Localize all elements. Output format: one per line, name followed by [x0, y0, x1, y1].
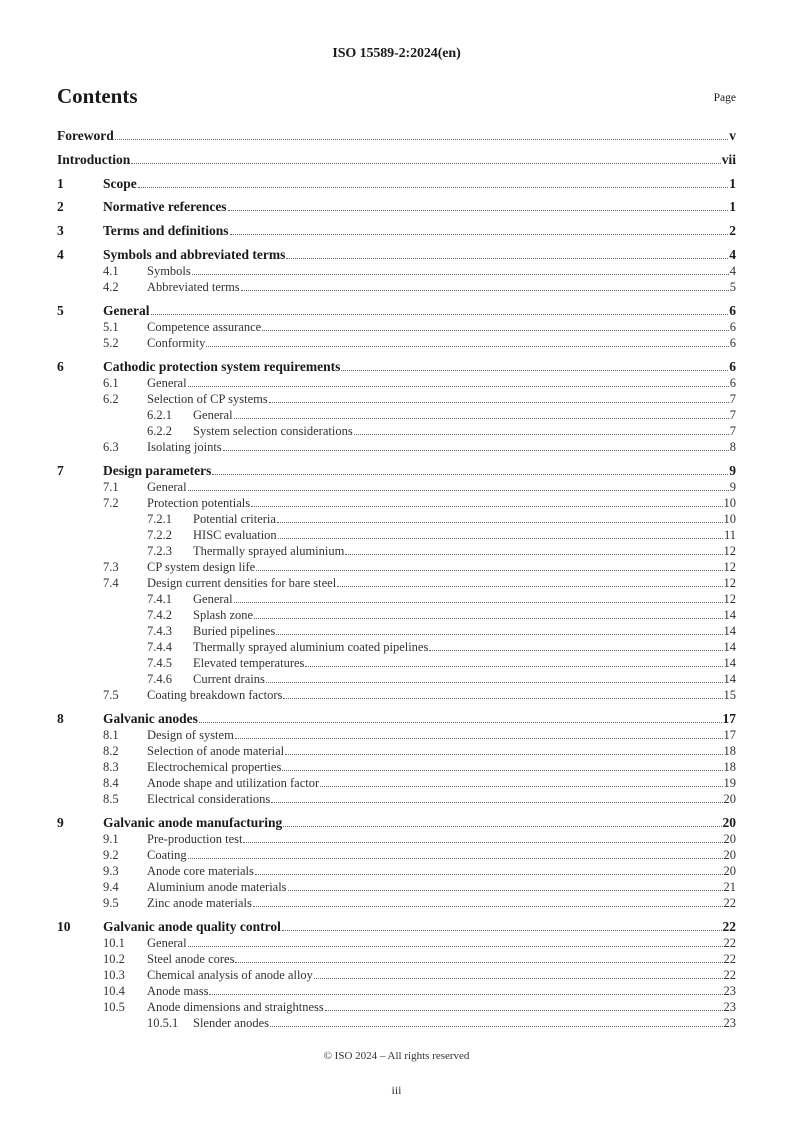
toc-entry[interactable]: [57, 775, 736, 791]
toc-entry-number: 2: [57, 199, 64, 214]
toc-entry-title[interactable]: Introduction: [57, 152, 131, 167]
toc-entry-page[interactable]: 23: [723, 984, 736, 998]
toc-entry-page[interactable]: 4: [729, 247, 736, 262]
toc-entry-page[interactable]: 10: [723, 496, 736, 510]
dot-leader: [138, 187, 729, 188]
toc-entry-page[interactable]: v: [729, 128, 736, 143]
toc-entry-title[interactable]: Chemical analysis of anode alloy: [147, 968, 313, 982]
toc-entry-title[interactable]: Anode dimensions and straightness: [147, 1000, 324, 1014]
dot-leader: [429, 650, 722, 651]
dot-leader: [282, 930, 722, 931]
toc-entry[interactable]: [57, 919, 736, 935]
toc-entry-number: 7.3: [103, 560, 119, 574]
toc-entry-title[interactable]: General: [103, 303, 150, 318]
toc-entry[interactable]: [57, 199, 736, 215]
toc-entry[interactable]: [57, 895, 736, 911]
toc-entry[interactable]: [57, 359, 736, 375]
toc-entry-number: 10.4: [103, 984, 125, 998]
toc-entry-page[interactable]: 6: [729, 303, 736, 318]
toc-entry[interactable]: [57, 511, 736, 527]
toc-entry[interactable]: [57, 303, 736, 319]
toc-entry-page[interactable]: 18: [723, 744, 736, 758]
toc-entry-title[interactable]: Electrical considerations: [147, 792, 271, 806]
toc-entry-number: 10.1: [103, 936, 125, 950]
toc-entry-page[interactable]: 22: [723, 936, 736, 950]
toc-entry-title[interactable]: Zinc anode materials: [147, 896, 252, 910]
toc-entry-title[interactable]: Coating: [147, 848, 187, 862]
toc-entry-title[interactable]: Coating breakdown factors: [147, 688, 283, 702]
dot-leader: [209, 994, 722, 995]
toc-entry-title[interactable]: Cathodic protection system requirements: [103, 359, 341, 374]
toc-entry-page[interactable]: 11: [723, 528, 736, 542]
page-column-label: Page: [713, 92, 736, 104]
toc-entry-page[interactable]: 7: [729, 392, 736, 406]
toc-entry-number: 9.1: [103, 832, 119, 846]
toc-entry-page[interactable]: 9: [729, 480, 736, 494]
toc-entry-page[interactable]: 6: [729, 320, 736, 334]
dot-leader: [199, 722, 722, 723]
dot-leader: [251, 506, 722, 507]
toc-entry[interactable]: [57, 152, 736, 168]
toc-entry-title[interactable]: Selection of anode material: [147, 744, 285, 758]
toc-entry[interactable]: [57, 607, 736, 623]
toc-entry[interactable]: [57, 319, 736, 335]
toc-entry-number: 10: [57, 919, 71, 934]
dot-leader: [235, 738, 723, 739]
toc-entry-page[interactable]: 19: [723, 776, 736, 790]
toc-entry-page[interactable]: 17: [722, 711, 736, 726]
toc-entry-number: 6: [57, 359, 64, 374]
toc-entry-title[interactable]: Isolating joints: [147, 440, 222, 454]
toc-entry-number: 8: [57, 711, 64, 726]
dot-leader: [314, 978, 723, 979]
toc-entry-title[interactable]: Scope: [103, 176, 137, 191]
dot-leader: [325, 1010, 723, 1011]
toc-entry[interactable]: [57, 543, 736, 559]
dot-leader: [305, 666, 722, 667]
toc-entry-title[interactable]: Steel anode cores: [147, 952, 235, 966]
toc-entry-title[interactable]: HISC evaluation: [193, 528, 277, 542]
toc-entry-title[interactable]: Selection of CP systems: [147, 392, 268, 406]
toc-entry-page[interactable]: 14: [723, 640, 736, 654]
toc-entry-title[interactable]: Pre-production test: [147, 832, 243, 846]
toc-entry-number: 7.4.3: [147, 624, 172, 638]
toc-entry[interactable]: [57, 935, 736, 951]
toc-entry-page[interactable]: 6: [729, 336, 736, 350]
dot-leader: [285, 754, 722, 755]
toc-entry-title[interactable]: Current drains: [193, 672, 265, 686]
toc-entry[interactable]: [57, 951, 736, 967]
toc-entry-number: 7.4.6: [147, 672, 172, 686]
toc-entry[interactable]: [57, 999, 736, 1015]
toc-entry-page[interactable]: 12: [723, 592, 736, 606]
toc-entry-title[interactable]: Design parameters: [103, 463, 212, 478]
toc-entry-number: 4.2: [103, 280, 119, 294]
toc-entry-page[interactable]: 15: [723, 688, 736, 702]
dot-leader: [262, 330, 729, 331]
toc-entry-number: 6.2.1: [147, 408, 172, 422]
dot-leader: [320, 786, 722, 787]
dot-leader: [283, 826, 721, 827]
toc-entry[interactable]: [57, 176, 736, 192]
contents-heading: Contents: [57, 84, 138, 108]
toc-entry-title[interactable]: General: [147, 480, 187, 494]
toc-entry-page[interactable]: 20: [723, 832, 736, 846]
toc-entry-page[interactable]: 7: [729, 408, 736, 422]
toc-entry-title[interactable]: Potential criteria: [193, 512, 276, 526]
toc-entry-number: 8.4: [103, 776, 119, 790]
dot-leader: [345, 554, 722, 555]
toc-entry-number: 10.5: [103, 1000, 125, 1014]
dot-leader: [253, 906, 723, 907]
toc-entry-number: 5.1: [103, 320, 119, 334]
toc-entry-number: 3: [57, 223, 64, 238]
toc-entry[interactable]: [57, 1015, 736, 1031]
dot-leader: [241, 290, 729, 291]
toc-entry[interactable]: [57, 375, 736, 391]
dot-leader: [151, 314, 729, 315]
toc-entry-number: 7.1: [103, 480, 119, 494]
dot-leader: [270, 1026, 722, 1027]
toc-entry-title[interactable]: Aluminium anode materials: [147, 880, 287, 894]
toc-entry-number: 10.5.1: [147, 1016, 179, 1030]
dot-leader: [188, 386, 729, 387]
toc-entry-page[interactable]: 1: [729, 176, 736, 191]
toc-entry[interactable]: [57, 831, 736, 847]
toc-entry-number: 7.4: [103, 576, 119, 590]
toc-entry-number: 9.4: [103, 880, 119, 894]
dot-leader: [255, 874, 723, 875]
toc-entry-page[interactable]: 5: [729, 280, 736, 294]
toc-entry-page[interactable]: 22: [722, 919, 736, 934]
toc-entry[interactable]: [57, 983, 736, 999]
toc-entry[interactable]: [57, 671, 736, 687]
dot-leader: [115, 139, 729, 140]
toc-entry-number: 10.3: [103, 968, 125, 982]
dot-leader: [192, 274, 729, 275]
dot-leader: [188, 490, 729, 491]
dot-leader: [288, 890, 723, 891]
toc-entry-page[interactable]: 1: [729, 199, 736, 214]
toc-entry-title[interactable]: Foreword: [57, 128, 114, 143]
dot-leader: [234, 418, 729, 419]
page-number: iii: [391, 1083, 402, 1097]
toc-entry-page[interactable]: 2: [729, 223, 736, 238]
toc-entry[interactable]: [57, 439, 736, 455]
toc-entry-page[interactable]: 20: [723, 864, 736, 878]
toc-entry-page[interactable]: 18: [723, 760, 736, 774]
toc-entry-page[interactable]: 8: [729, 440, 736, 454]
toc-entry-number: 6.3: [103, 440, 119, 454]
toc-entry-title[interactable]: General: [147, 936, 187, 950]
toc-entry[interactable]: [57, 335, 736, 351]
toc-entry[interactable]: [57, 655, 736, 671]
toc-entry-number: 4.1: [103, 264, 119, 278]
toc-entry[interactable]: [57, 479, 736, 495]
toc-entry-number: 1: [57, 176, 64, 191]
document-id-header: ISO 15589-2:2024(en): [332, 46, 461, 61]
dot-leader: [341, 370, 728, 371]
toc-entry-page[interactable]: 20: [722, 815, 736, 830]
toc-entry-number: 9.2: [103, 848, 119, 862]
toc-entry-page[interactable]: vii: [721, 152, 736, 167]
toc-entry-title[interactable]: Thermally sprayed aluminium coated pipelines: [193, 640, 429, 654]
toc-entry-page[interactable]: 21: [723, 880, 736, 894]
toc-entry-title[interactable]: Symbols: [147, 264, 191, 278]
toc-entry[interactable]: [57, 791, 736, 807]
dot-leader: [256, 570, 722, 571]
toc-entry-title[interactable]: General: [147, 376, 187, 390]
toc-entry-number: 7.2.3: [147, 544, 172, 558]
toc-entry-page[interactable]: 6: [729, 359, 736, 374]
dot-leader: [282, 770, 722, 771]
toc-entry-title[interactable]: Thermally sprayed aluminium: [193, 544, 345, 558]
toc-entry-number: 5: [57, 303, 64, 318]
toc-entry-title[interactable]: Elevated temperatures: [193, 656, 305, 670]
toc-entry-title[interactable]: Design current densities for bare steel: [147, 576, 337, 590]
toc-entry-page[interactable]: 23: [723, 1000, 736, 1014]
dot-leader: [337, 586, 722, 587]
toc-entry-number: 9.3: [103, 864, 119, 878]
toc-entry-number: 7.4.1: [147, 592, 172, 606]
toc-entry-page[interactable]: 23: [723, 1016, 736, 1030]
toc-entry-page[interactable]: 7: [729, 424, 736, 438]
toc-entry-number: 7: [57, 463, 64, 478]
toc-entry-title[interactable]: Normative references: [103, 199, 227, 214]
toc-entry-number: 7.4.5: [147, 656, 172, 670]
dot-leader: [212, 474, 728, 475]
toc-entry[interactable]: [57, 879, 736, 895]
toc-entry-page[interactable]: 14: [723, 608, 736, 622]
toc-entry-number: 8.1: [103, 728, 119, 742]
toc-entry-number: 7.4.2: [147, 608, 172, 622]
toc-entry[interactable]: [57, 815, 736, 831]
dot-leader: [131, 163, 720, 164]
dot-leader: [278, 538, 723, 539]
dot-leader: [276, 634, 722, 635]
toc-entry-number: 7.2.1: [147, 512, 172, 526]
dot-leader: [243, 842, 722, 843]
toc-entry[interactable]: [57, 743, 736, 759]
toc-entry-title[interactable]: Abbreviated terms: [147, 280, 240, 294]
toc-entry[interactable]: [57, 623, 736, 639]
toc-entry[interactable]: [57, 967, 736, 983]
toc-entry[interactable]: [57, 711, 736, 727]
toc-entry-page[interactable]: 12: [723, 544, 736, 558]
toc-entry-page[interactable]: 20: [723, 792, 736, 806]
toc-entry-page[interactable]: 20: [723, 848, 736, 862]
toc-entry-number: 8.5: [103, 792, 119, 806]
toc-entry-page[interactable]: 14: [723, 672, 736, 686]
toc-entry-number: 7.2: [103, 496, 119, 510]
toc-entry-title[interactable]: Terms and definitions: [103, 223, 229, 238]
toc-entry-page[interactable]: 12: [723, 560, 736, 574]
toc-entry[interactable]: [57, 575, 736, 591]
toc-entry-page[interactable]: 10: [723, 512, 736, 526]
toc-entry-page[interactable]: 17: [723, 728, 736, 742]
toc-entry-title[interactable]: General: [193, 408, 233, 422]
dot-leader: [277, 522, 723, 523]
toc-entry[interactable]: [57, 591, 736, 607]
toc-entry-title[interactable]: Competence assurance: [147, 320, 262, 334]
toc-entry[interactable]: [57, 687, 736, 703]
toc-entry-title[interactable]: Buried pipelines: [193, 624, 276, 638]
dot-leader: [234, 602, 723, 603]
toc-entry[interactable]: [57, 559, 736, 575]
toc-entry[interactable]: [57, 391, 736, 407]
toc-entry-title[interactable]: Anode core materials: [147, 864, 254, 878]
dot-leader: [228, 210, 729, 211]
toc-entry-title[interactable]: Splash zone: [193, 608, 254, 622]
dot-leader: [283, 698, 722, 699]
dot-leader: [235, 962, 722, 963]
toc-entry-title[interactable]: System selection considerations: [193, 424, 353, 438]
toc-entry-page[interactable]: 22: [723, 968, 736, 982]
toc-entry-title[interactable]: Electrochemical properties: [147, 760, 282, 774]
toc-entry-number: 9: [57, 815, 64, 830]
dot-leader: [223, 450, 729, 451]
toc-entry-number: 6.2: [103, 392, 119, 406]
toc-entry[interactable]: [57, 639, 736, 655]
toc-entry-number: 8.2: [103, 744, 119, 758]
toc-entry[interactable]: [57, 247, 736, 263]
toc-entry-page[interactable]: 4: [729, 264, 736, 278]
toc-entry-number: 4: [57, 247, 64, 262]
toc-entry-page[interactable]: 14: [723, 624, 736, 638]
toc-entry[interactable]: [57, 423, 736, 439]
toc-entry[interactable]: [57, 863, 736, 879]
toc-entry-number: 6.2.2: [147, 424, 172, 438]
toc-entry[interactable]: [57, 128, 736, 144]
toc-entry-title[interactable]: Anode shape and utilization factor: [147, 776, 320, 790]
toc-entry-number: 9.5: [103, 896, 119, 910]
toc-entry-title[interactable]: Galvanic anode quality control: [103, 919, 281, 934]
toc-entry-page[interactable]: 12: [723, 576, 736, 590]
toc-entry-number: 7.4.4: [147, 640, 172, 654]
toc-entry-title[interactable]: Design of system: [147, 728, 234, 742]
toc-entry[interactable]: [57, 263, 736, 279]
toc-entry[interactable]: [57, 759, 736, 775]
toc-entry[interactable]: [57, 495, 736, 511]
toc-entry-title[interactable]: Conformity: [147, 336, 206, 350]
toc-entry-number: 5.2: [103, 336, 119, 350]
toc-entry-number: 7.5: [103, 688, 119, 702]
toc-entry-number: 7.2.2: [147, 528, 172, 542]
toc-entry[interactable]: [57, 279, 736, 295]
toc-entry[interactable]: [57, 223, 736, 239]
toc-entry-title[interactable]: Galvanic anodes: [103, 711, 198, 726]
toc-entry-page[interactable]: 22: [723, 952, 736, 966]
toc-entry-page[interactable]: 9: [729, 463, 736, 478]
toc-entry[interactable]: [57, 847, 736, 863]
dot-leader: [188, 946, 723, 947]
dot-leader: [266, 682, 723, 683]
dot-leader: [271, 802, 722, 803]
copyright-footer: © ISO 2024 – All rights reserved: [323, 1050, 470, 1062]
toc-entry-title[interactable]: Anode mass: [147, 984, 209, 998]
toc-entry[interactable]: [57, 727, 736, 743]
toc-entry-title[interactable]: Symbols and abbreviated terms: [103, 247, 286, 262]
toc-entry-number: 10.2: [103, 952, 125, 966]
toc-entry-page[interactable]: 22: [723, 896, 736, 910]
toc-entry-number: 6.1: [103, 376, 119, 390]
toc-entry-title[interactable]: Galvanic anode manufacturing: [103, 815, 283, 830]
toc-entry[interactable]: [57, 527, 736, 543]
dot-leader: [254, 618, 722, 619]
toc-entry[interactable]: [57, 463, 736, 479]
dot-leader: [206, 346, 728, 347]
toc-entry-title[interactable]: General: [193, 592, 233, 606]
dot-leader: [354, 434, 729, 435]
toc-entry-title[interactable]: Slender anodes: [193, 1016, 270, 1030]
dot-leader: [230, 234, 729, 235]
dot-leader: [269, 402, 729, 403]
toc-entry-page[interactable]: 6: [729, 376, 736, 390]
toc-entry-page[interactable]: 14: [723, 656, 736, 670]
toc-entry[interactable]: [57, 407, 736, 423]
dot-leader: [286, 258, 728, 259]
toc-entry-title[interactable]: Protection potentials: [147, 496, 251, 510]
toc-entry-title[interactable]: CP system design life: [147, 560, 256, 574]
toc-entry-number: 8.3: [103, 760, 119, 774]
dot-leader: [188, 858, 723, 859]
